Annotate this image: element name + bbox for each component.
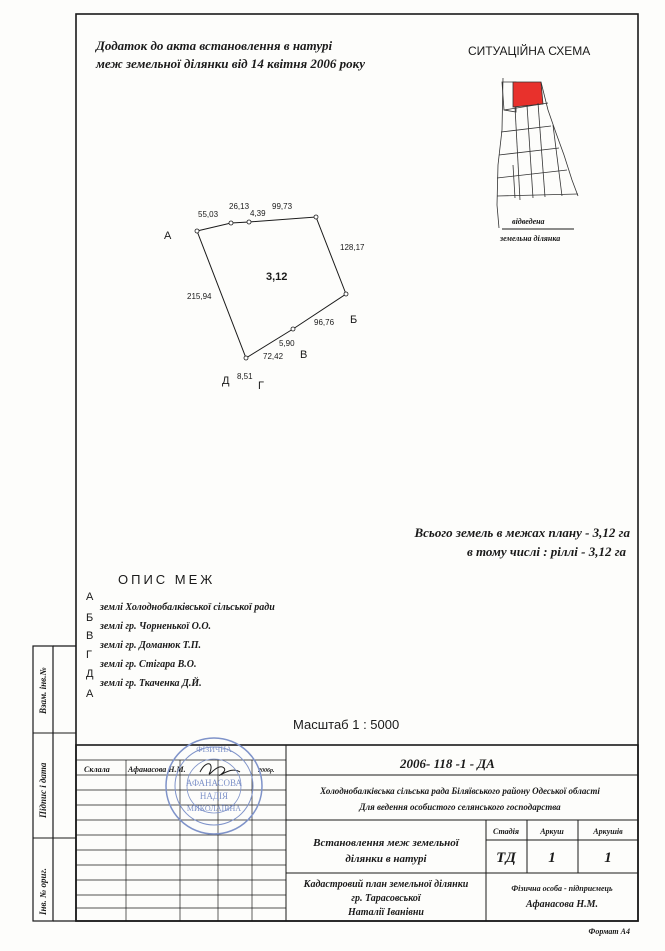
stamp-line-2: НАДІЯ	[199, 791, 229, 801]
boundary-letter: А	[86, 688, 94, 700]
sheets-value: 1	[604, 850, 612, 866]
sheet-header: Аркуш	[540, 827, 564, 836]
length-label: 8,51	[237, 372, 253, 381]
boundary-letter: Г	[86, 649, 92, 661]
stage-value: ТД	[496, 850, 516, 866]
work-line-2: ділянки в натурі	[345, 853, 427, 865]
total-land: Всього земель в межах плану - 3,12 га	[414, 525, 630, 540]
corner-a: А	[164, 230, 172, 242]
fop-line-2: Афанасова Н.М.	[526, 899, 598, 910]
header-line-2: меж земельної ділянки від 14 квітня 2006 року	[96, 56, 366, 71]
plan-line-3: Наталії Іванівни	[348, 907, 424, 918]
author-name: Афанасова Н.М.	[128, 765, 186, 774]
stamp-line-3: МИКОЛАЇВНА	[186, 804, 242, 813]
situation-scheme	[497, 78, 578, 228]
boundary-letter: Д	[86, 668, 94, 680]
corner-g: Г	[258, 380, 264, 392]
length-label: 26,13	[229, 202, 250, 211]
boundaries-title: ОПИС МЕЖ	[118, 572, 216, 587]
header-line-1: Додаток до акта встановлення в натурі	[96, 38, 333, 53]
situation-title: СИТУАЦІЙНА СХЕМА	[468, 44, 591, 58]
length-label: 4,39	[250, 209, 266, 218]
boundary-item: землі гр. Доманюк Т.П.	[100, 640, 202, 651]
length-label: 5,90	[279, 339, 295, 348]
side-label-inv: Інв. № ориг.	[38, 868, 48, 915]
boundary-letter: А	[86, 591, 94, 603]
boundary-item: землі гр. Стігара В.О.	[100, 659, 197, 670]
seal-stamp	[166, 738, 262, 834]
length-label: 72,42	[263, 352, 284, 361]
main-frame	[76, 14, 638, 921]
org-line-2: Для ведення особистого селянського господарства	[359, 802, 561, 812]
corner-d: Д	[222, 375, 230, 387]
situation-caption-1: відведена	[512, 217, 545, 226]
signature	[200, 764, 240, 776]
boundary-item: землі гр. Чорненької О.О.	[100, 621, 212, 632]
plan-line-1: Кадастровий план земельної ділянки	[303, 879, 469, 890]
length-label: 128,17	[340, 243, 365, 252]
corner-b: Б	[350, 314, 358, 326]
boundary-letter: Б	[86, 612, 94, 624]
plot-outline	[197, 217, 346, 358]
length-label: 215,94	[187, 292, 212, 301]
work-line-1: Встановлення меж земельної	[313, 837, 459, 849]
plan-line-2: гр. Тарасовської	[351, 893, 421, 904]
document-code: 2006- 118 -1 - ДА	[400, 756, 495, 771]
scale-label: Масштаб 1 : 5000	[293, 717, 400, 732]
stamp-line-1: АФАНАСОВА	[186, 778, 242, 788]
situation-caption-2: земельна ділянка	[500, 234, 561, 243]
plot-area: 3,12	[266, 271, 288, 283]
sheets-header: Аркушів	[593, 827, 623, 836]
boundary-letter: В	[86, 630, 94, 642]
sheet-value: 1	[548, 850, 556, 866]
fop-line-1: Фізична особа - підприємець	[511, 884, 613, 893]
sign-year: 2006р.	[258, 768, 275, 774]
length-label: 99,73	[272, 202, 293, 211]
side-label-signature: Підпис і дата	[38, 762, 48, 818]
org-line-1: Холоднобалківська сільська рада Біляївського району Одеської області	[320, 786, 600, 796]
format-label: Формат А4	[588, 927, 630, 936]
length-label: 55,03	[198, 210, 219, 219]
total-arable: в тому числі : ріллі - 3,12 га	[466, 544, 626, 559]
stage-header: Стадія	[493, 827, 519, 836]
role-label: Склала	[84, 765, 110, 774]
side-label-vzam: Взам. інв.№	[38, 667, 48, 714]
length-label: 96,76	[314, 318, 335, 327]
stamp-top: ФІЗИЧНА	[196, 745, 232, 754]
boundary-item: землі Холоднобалківської сільської ради	[100, 602, 275, 613]
plot-vertices	[195, 215, 348, 360]
corner-v: В	[300, 349, 308, 361]
boundary-item: землі гр. Ткаченка Д.Й.	[100, 678, 202, 689]
